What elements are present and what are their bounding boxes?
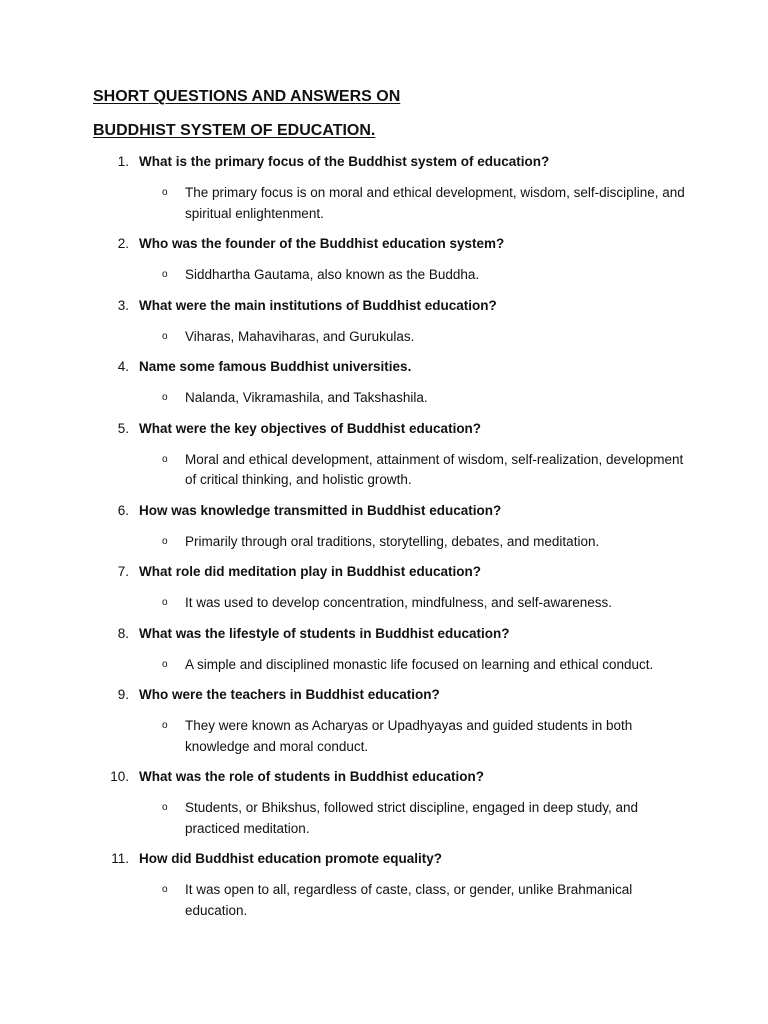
answer-text: A simple and disciplined monastic life focused on learning and ethical conduct. bbox=[185, 656, 654, 672]
answer bbox=[93, 388, 693, 409]
question bbox=[93, 686, 693, 704]
question-text: How did Buddhist education promote equality? bbox=[139, 851, 442, 866]
question bbox=[93, 235, 693, 253]
answer-text: Viharas, Mahaviharas, and Gurukulas. bbox=[185, 328, 415, 344]
bullet-icon: o bbox=[162, 453, 168, 465]
question-number: 7. bbox=[117, 564, 129, 579]
question-number: 11. bbox=[111, 851, 129, 866]
qa-item bbox=[93, 358, 693, 409]
question-text: Who were the teachers in Buddhist education? bbox=[139, 687, 440, 702]
answer-text: It was open to all, regardless of caste, class, or gender, unlike Brahmanical education. bbox=[185, 882, 633, 918]
answer bbox=[93, 327, 693, 348]
qa-item bbox=[93, 153, 693, 224]
question bbox=[93, 153, 693, 171]
question bbox=[93, 563, 693, 581]
answer-text: The primary focus is on moral and ethical development, wisdom, self-discipline, and spiritual enlightenment. bbox=[185, 185, 685, 221]
bullet-icon: o bbox=[162, 269, 168, 280]
answer-text: Nalanda, Vikramashila, and Takshashila. bbox=[185, 390, 428, 405]
qa-item bbox=[93, 502, 693, 553]
question bbox=[93, 420, 693, 438]
answer bbox=[93, 880, 693, 921]
question-text: What was the lifestyle of students in Buddhist education? bbox=[139, 625, 510, 641]
bullet-icon: o bbox=[162, 720, 168, 731]
question-text: Who was the founder of the Buddhist education system? bbox=[139, 236, 505, 251]
bullet-icon: o bbox=[162, 187, 168, 198]
answer-text: Moral and ethical development, attainment of wisdom, self-realization, development of critical thinking, and holistic growth. bbox=[185, 451, 684, 487]
answer bbox=[93, 798, 693, 839]
question-number: 10. bbox=[110, 769, 129, 784]
document-page bbox=[93, 87, 693, 932]
question bbox=[93, 297, 693, 315]
answer-text: Primarily through oral traditions, storytelling, debates, and meditation. bbox=[185, 533, 600, 549]
question-number: 1. bbox=[117, 154, 129, 169]
answer bbox=[93, 532, 693, 553]
bullet-icon: o bbox=[162, 535, 168, 547]
question-number: 4. bbox=[117, 359, 129, 374]
answer bbox=[93, 655, 693, 676]
question-text: What role did meditation play in Buddhist education? bbox=[139, 564, 482, 579]
bullet-icon: o bbox=[162, 884, 168, 895]
question bbox=[93, 358, 693, 376]
question-number: 6. bbox=[117, 502, 129, 518]
question-text: What is the primary focus of the Buddhist system of education? bbox=[139, 154, 550, 169]
qa-item bbox=[93, 297, 693, 348]
answer-text: It was used to develop concentration, mindfulness, and self-awareness. bbox=[185, 595, 612, 610]
answer-text: Students, or Bhikshus, followed strict discipline, engaged in deep study, and practiced meditation. bbox=[185, 800, 639, 836]
question-text: What were the key objectives of Buddhist education? bbox=[139, 420, 482, 436]
question bbox=[93, 850, 693, 868]
qa-item bbox=[93, 768, 693, 839]
question-number: 8. bbox=[117, 625, 129, 641]
qa-item bbox=[93, 625, 693, 676]
title-line-2: BUDDHIST SYSTEM OF EDUCATION. bbox=[93, 122, 376, 139]
qa-item bbox=[93, 420, 693, 491]
qa-item bbox=[93, 850, 693, 921]
answer bbox=[93, 450, 693, 491]
answer-text: They were known as Acharyas or Upadhyayas and guided students in both knowledge and moral conduct. bbox=[185, 718, 633, 754]
answer bbox=[93, 265, 693, 286]
bullet-icon: o bbox=[162, 658, 168, 670]
question-number: 3. bbox=[117, 297, 129, 313]
question bbox=[93, 502, 693, 520]
answer bbox=[93, 593, 693, 614]
bullet-icon: o bbox=[162, 802, 168, 813]
title-line-1: SHORT QUESTIONS AND ANSWERS ON bbox=[93, 88, 401, 105]
question-number: 9. bbox=[117, 687, 129, 702]
question-text: Name some famous Buddhist universities. bbox=[139, 359, 412, 374]
question bbox=[93, 625, 693, 643]
question-text: What were the main institutions of Buddhist education? bbox=[139, 297, 497, 313]
question-number: 5. bbox=[117, 420, 129, 436]
bullet-icon: o bbox=[162, 597, 168, 608]
bullet-icon: o bbox=[162, 392, 168, 403]
bullet-icon: o bbox=[162, 330, 168, 342]
answer-text: Siddhartha Gautama, also known as the Buddha. bbox=[185, 267, 480, 282]
answer bbox=[93, 716, 693, 757]
question bbox=[93, 768, 693, 786]
qa-item bbox=[93, 686, 693, 757]
qa-item bbox=[93, 563, 693, 614]
qa-list bbox=[93, 153, 693, 921]
question-number: 2. bbox=[117, 236, 129, 251]
qa-item bbox=[93, 235, 693, 286]
question-text: What was the role of students in Buddhist education? bbox=[139, 769, 485, 784]
question-text: How was knowledge transmitted in Buddhist education? bbox=[139, 502, 502, 518]
answer bbox=[93, 183, 693, 224]
